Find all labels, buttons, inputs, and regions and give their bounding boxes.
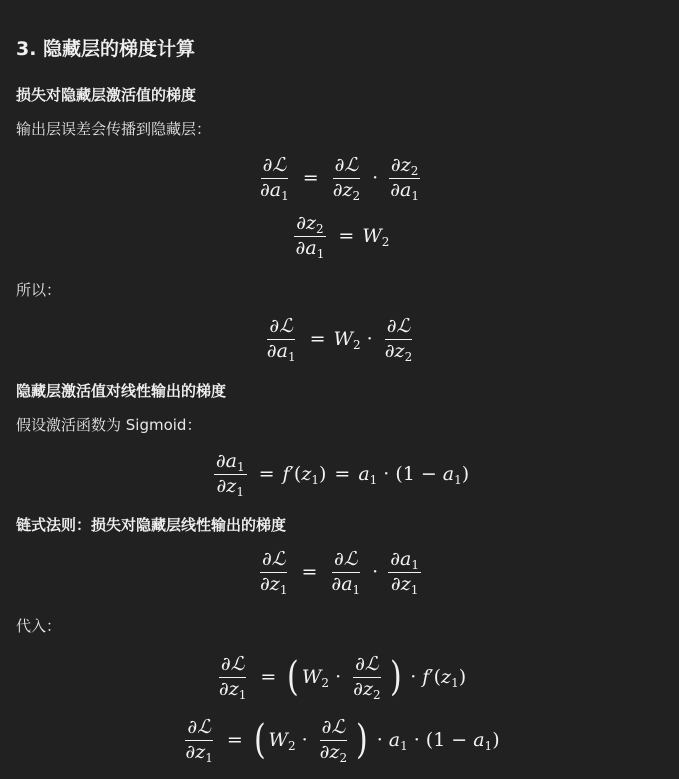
equation-dL-da1: $\frac{\text{∂ℒ}}{\partial a_1}$ = $\frac{\text{∂ℒ}}{\partial z_2}$ · $\frac{\partial z_2}{\partial a_1}$ [259,153,420,203]
subsection-heading-activation-derivative: 隐藏层激活值对线性输出的梯度 [16,382,227,400]
section-title: 3. 隐藏层的梯度计算 [16,38,196,60]
equation-dz2-da1: $\frac{\partial z_2}{\partial a_1}$ = $W_2$ [295,211,390,261]
equation-dL-dz1-final: $\frac{\text{∂ℒ}}{\partial z_1}$ = ( $W_2$ · $\frac{\text{∂ℒ}}{\partial z_2}$ ) · $a_1$ · $(1 - a_1)$ [185,715,500,765]
paragraph-so: 所以： [16,281,62,299]
fraction: $\frac{\text{∂ℒ}}{\partial z_1}$ [259,547,288,597]
paragraph-error-propagation: 输出层误差会传播到隐藏层： [16,120,212,138]
fraction: $\frac{\text{∂ℒ}}{\partial z_2}$ [332,153,361,203]
fraction: $\frac{\partial z_2}{\partial a_1}$ [295,211,325,261]
equation-da1-dz1: $\frac{\partial a_1}{\partial z_1}$ = $f'(z_1)$ = $a_1$ · $(1 - a_1)$ [215,449,470,499]
equation-dL-dz1-substituted: $\frac{\text{∂ℒ}}{\partial z_1}$ = ( $W_2$ · $\frac{\text{∂ℒ}}{\partial z_2}$ ) · $f'(z_1)$ [218,652,467,702]
fraction: $\frac{\text{∂ℒ}}{\partial a_1}$ [266,314,296,364]
fraction: $\frac{\text{∂ℒ}}{\partial z_1}$ [218,652,247,702]
paragraph-sigmoid-assumption: 假设激活函数为 Sigmoid： [16,416,202,434]
paragraph-substitute: 代入： [16,617,62,635]
fraction: $\frac{\text{∂ℒ}}{\partial z_2}$ [384,314,413,364]
fraction: $\frac{\partial a_1}{\partial z_1}$ [390,547,420,597]
fraction: $\frac{\text{∂ℒ}}{\partial z_1}$ [185,715,213,765]
equation-dL-da1-result: $\frac{\text{∂ℒ}}{\partial a_1}$ = $W_2$ · $\frac{\text{∂ℒ}}{\partial z_2}$ [266,314,413,364]
fraction: $\frac{\partial a_1}{\partial z_1}$ [215,449,245,499]
fraction: $\frac{\text{∂ℒ}}{\partial z_2}$ [353,652,381,702]
equation-dL-dz1: $\frac{\text{∂ℒ}}{\partial z_1}$ = $\frac{\text{∂ℒ}}{\partial a_1}$ · $\frac{\partial a_1}{\partial z_1}$ [259,547,420,597]
fraction: $\frac{\text{∂ℒ}}{\partial a_1}$ [259,153,289,203]
subsection-heading-chain-rule: 链式法则：损失对隐藏层线性输出的梯度 [16,516,287,534]
fraction: $\frac{\text{∂ℒ}}{\partial a_1}$ [331,547,361,597]
fraction: $\frac{\text{∂ℒ}}{\partial z_2}$ [319,715,348,765]
subsection-heading-loss-to-activation: 损失对隐藏层激活值的梯度 [16,86,197,104]
fraction: $\frac{\partial z_2}{\partial a_1}$ [390,153,420,203]
